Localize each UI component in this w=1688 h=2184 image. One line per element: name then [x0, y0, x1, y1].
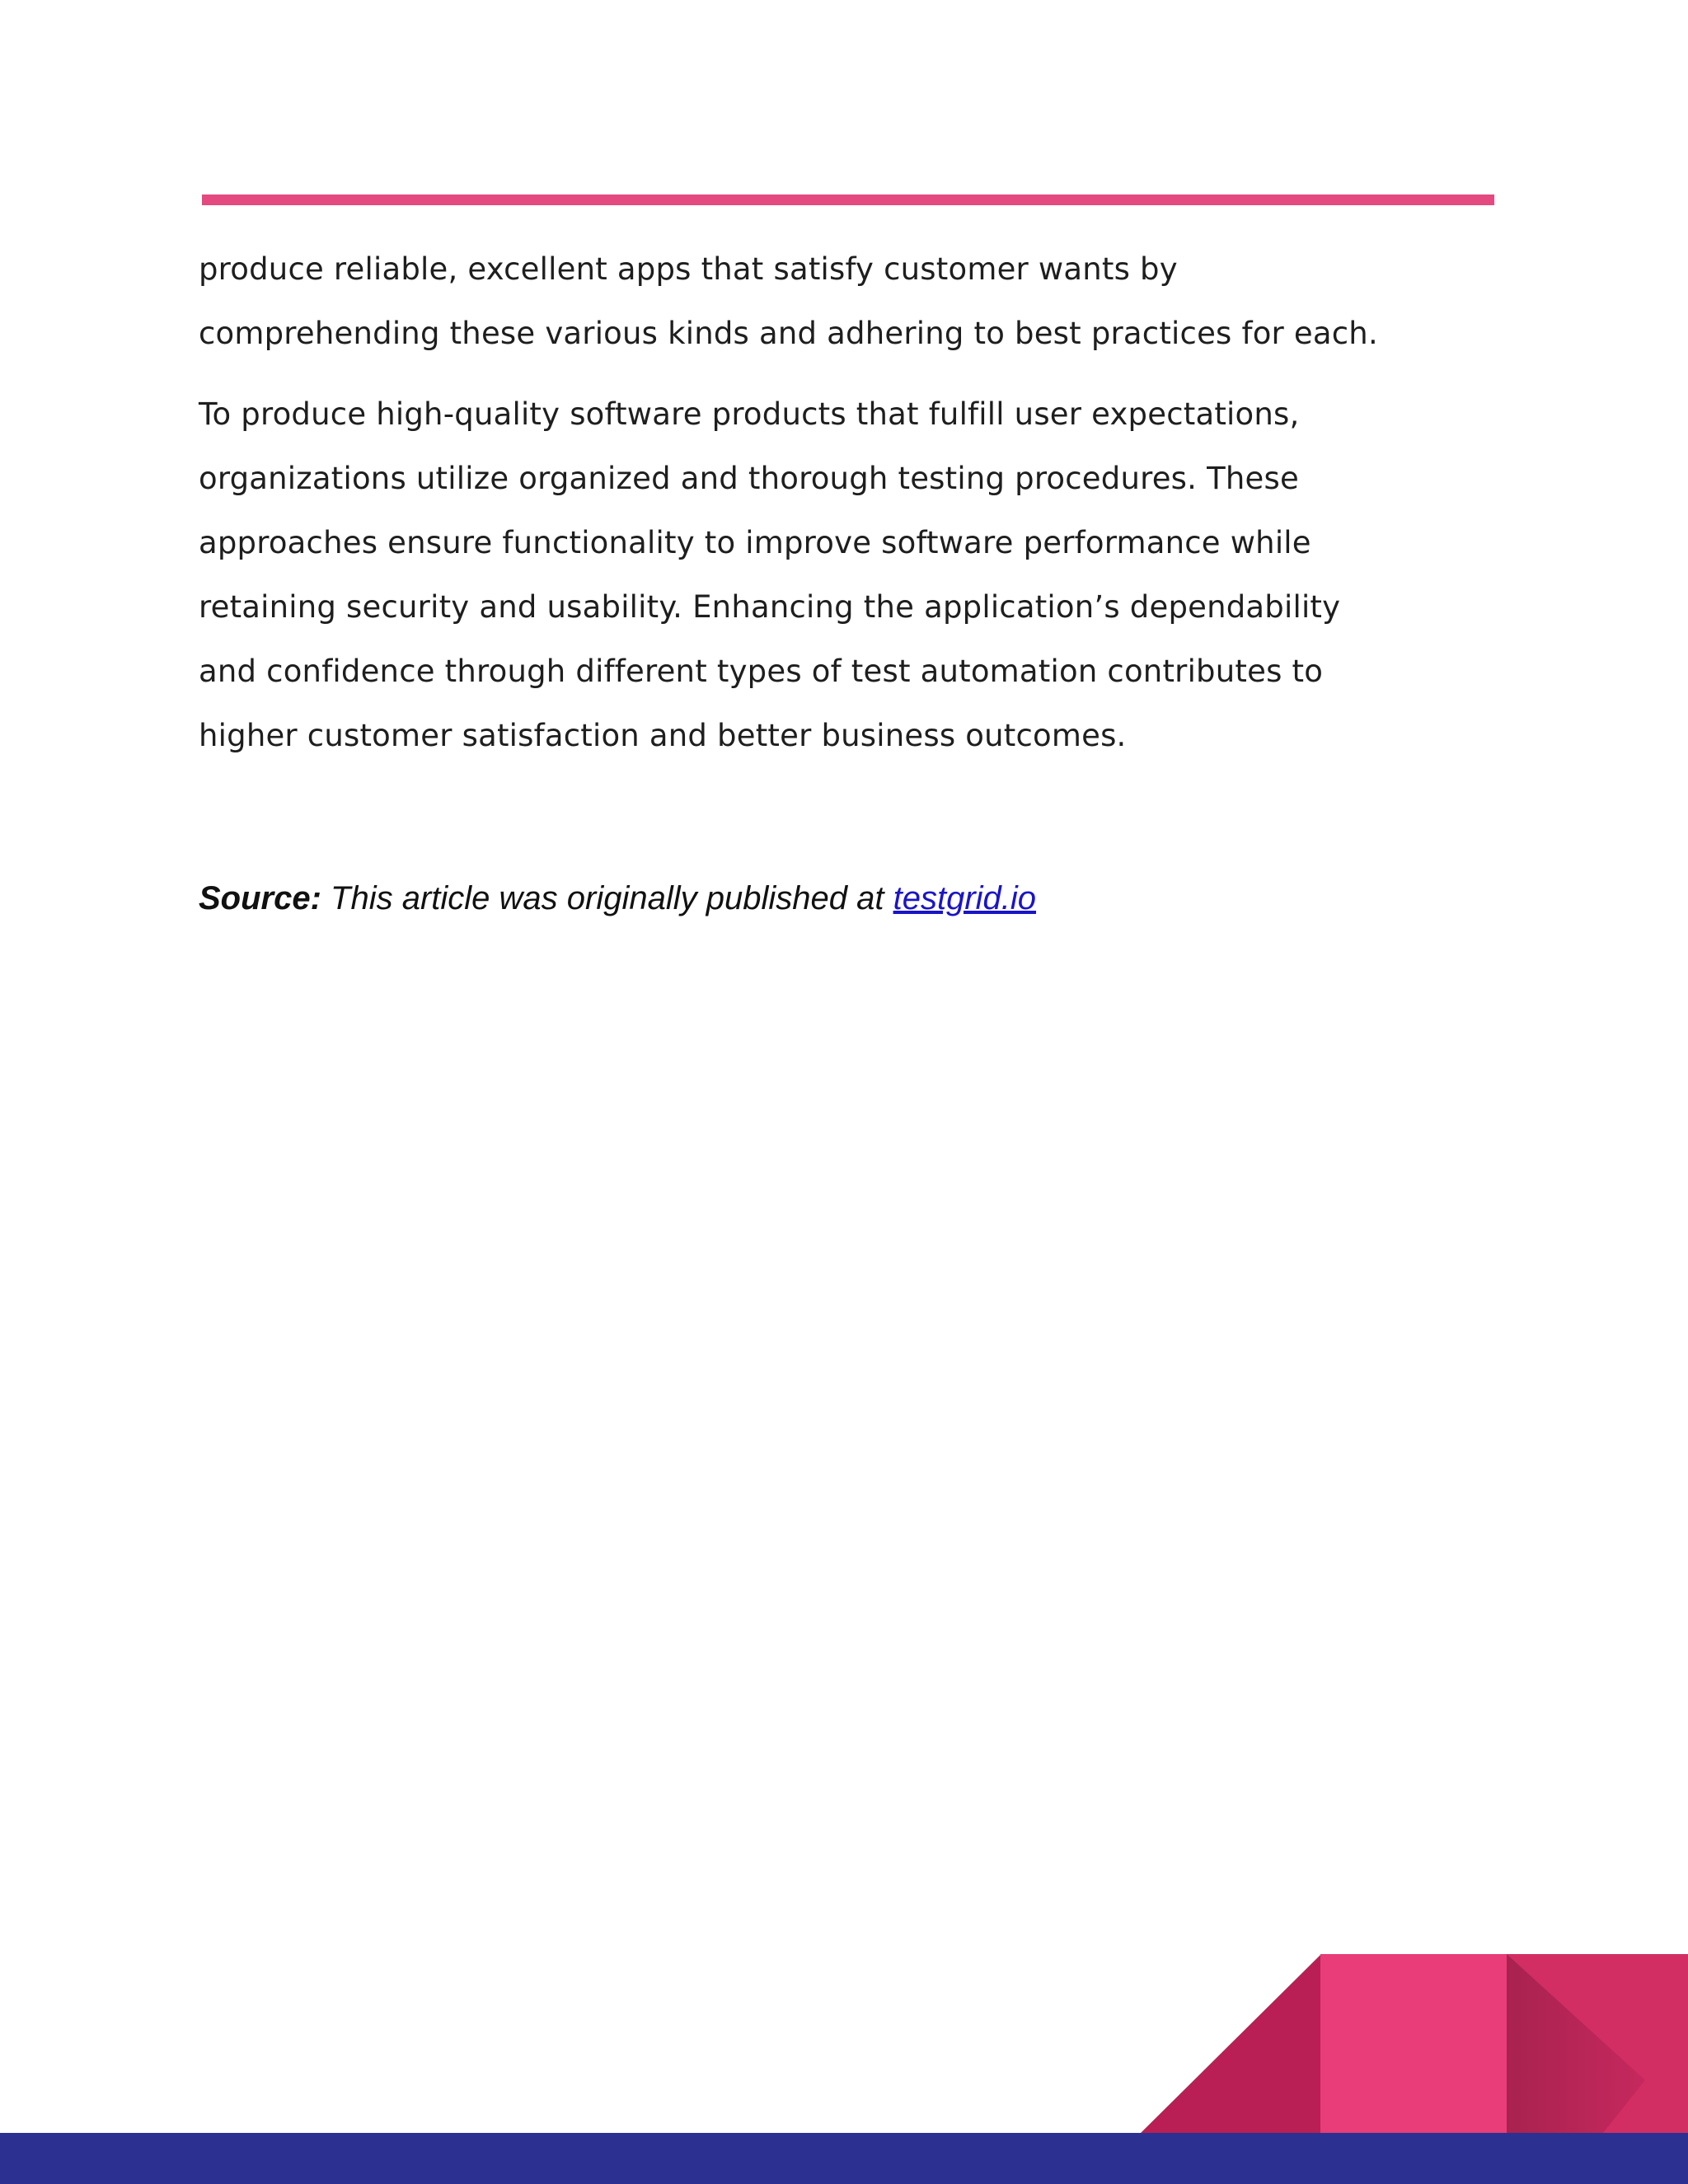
decor-triangle-dark [1141, 1954, 1321, 2133]
paragraph-line: and confidence through different types of test automation contributes to [199, 654, 1324, 689]
paragraph-line: To produce high-quality software products that fulfill user expectations, [199, 396, 1300, 432]
paragraph-line: higher customer satisfaction and better business outcomes. [199, 718, 1127, 753]
paragraph-line: comprehending these various kinds and adhering to best practices for each. [199, 316, 1378, 351]
decor-block-pink [1320, 1954, 1507, 2133]
paragraph-line: retaining security and usability. Enhancing the application’s dependability [199, 589, 1341, 625]
paragraph-line: approaches ensure functionality to improve software performance while [199, 525, 1311, 560]
footer-bar [0, 2133, 1688, 2184]
source-text: This article was originally published at [321, 880, 893, 916]
paragraph-line: produce reliable, excellent apps that satisfy customer wants by [199, 251, 1178, 287]
paragraph-line: organizations utilize organized and thorough testing procedures. These [199, 461, 1299, 496]
source-link[interactable]: testgrid.io [893, 880, 1037, 916]
source-label: Source: [199, 880, 321, 916]
